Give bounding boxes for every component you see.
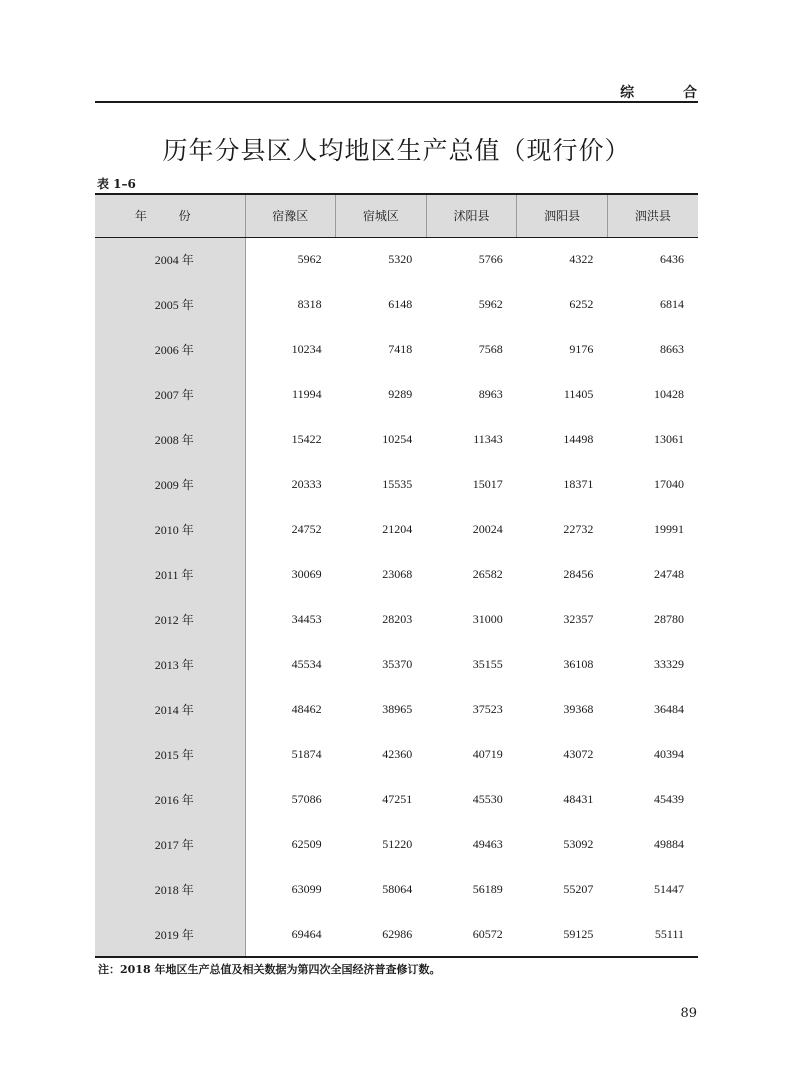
value-cell: 24752 bbox=[291, 522, 322, 536]
value-cell: 51874 bbox=[291, 747, 322, 761]
row-year-cell: 2009 年 bbox=[95, 462, 245, 507]
row-year-cell: 2015 年 bbox=[95, 732, 245, 777]
row-year-cell: 2017 年 bbox=[95, 822, 245, 867]
table-row bbox=[95, 642, 698, 687]
value-cell: 60572 bbox=[426, 912, 517, 957]
value-cell: 69464 bbox=[245, 912, 336, 957]
table-body bbox=[95, 237, 698, 957]
table-header-row bbox=[95, 194, 698, 237]
value-cell: 10254 bbox=[382, 432, 413, 446]
value-cell: 32357 bbox=[563, 612, 594, 626]
value-cell: 8318 bbox=[297, 297, 322, 311]
row-year-cell: 2011 年 bbox=[95, 552, 245, 597]
table-code: 表 1–6 bbox=[97, 177, 136, 191]
value-cell: 28456 bbox=[563, 567, 594, 581]
value-cell: 38965 bbox=[382, 702, 413, 716]
value-cell: 39368 bbox=[563, 702, 594, 716]
value-cell: 8663 bbox=[660, 342, 684, 356]
value-cell: 5962 bbox=[297, 252, 322, 267]
value-cell: 13061 bbox=[654, 432, 684, 446]
value-cell: 26582 bbox=[472, 567, 503, 581]
value-cell: 34453 bbox=[291, 612, 322, 626]
value-cell: 23068 bbox=[382, 567, 413, 581]
section-label: 综 合 bbox=[620, 85, 719, 101]
value-cell: 36108 bbox=[563, 657, 594, 671]
value-cell: 45534 bbox=[291, 657, 322, 671]
value-cell: 22732 bbox=[563, 522, 594, 536]
value-cell: 42360 bbox=[382, 747, 413, 761]
value-cell: 40394 bbox=[654, 747, 684, 761]
value-cell: 55207 bbox=[563, 882, 594, 896]
value-cell: 62509 bbox=[291, 837, 322, 851]
value-cell: 24748 bbox=[654, 567, 684, 581]
row-year-cell: 2013 年 bbox=[95, 642, 245, 687]
page-number: 89 bbox=[680, 1006, 697, 1021]
row-year-cell: 2006 年 bbox=[95, 327, 245, 372]
value-cell: 35370 bbox=[382, 657, 413, 671]
value-cell: 6252 bbox=[569, 297, 594, 311]
value-cell: 20333 bbox=[291, 477, 322, 491]
value-cell: 51220 bbox=[382, 837, 413, 851]
value-cell: 37523 bbox=[472, 702, 503, 716]
value-cell: 10428 bbox=[654, 387, 684, 401]
table-row bbox=[95, 732, 698, 777]
row-year-cell: 2007 年 bbox=[95, 372, 245, 417]
value-cell: 63099 bbox=[291, 882, 322, 896]
column-header-siyang: 泗阳县 bbox=[517, 194, 608, 237]
value-cell: 55111 bbox=[607, 912, 698, 957]
value-cell: 19991 bbox=[654, 522, 684, 536]
table-row bbox=[95, 867, 698, 912]
value-cell: 17040 bbox=[654, 477, 684, 491]
value-cell: 14498 bbox=[563, 432, 594, 446]
value-cell: 6148 bbox=[388, 297, 413, 311]
value-cell: 7418 bbox=[388, 342, 413, 356]
value-cell: 5962 bbox=[478, 297, 503, 311]
row-year-cell: 2018 年 bbox=[95, 867, 245, 912]
value-cell: 53092 bbox=[563, 837, 594, 851]
row-year-cell: 2019 年 bbox=[95, 912, 245, 957]
table-row bbox=[95, 417, 698, 462]
value-cell: 45530 bbox=[472, 792, 503, 806]
value-cell: 9176 bbox=[569, 342, 594, 356]
table-row bbox=[95, 912, 698, 957]
value-cell: 56189 bbox=[472, 882, 503, 896]
value-cell: 45439 bbox=[654, 792, 684, 806]
table-row bbox=[95, 687, 698, 732]
footnote: 注：2018 年地区生产总值及相关数据为第四次全国经济普查修订数。 bbox=[98, 963, 441, 976]
table-row bbox=[95, 372, 698, 417]
value-cell: 5766 bbox=[478, 252, 503, 267]
value-cell: 6814 bbox=[660, 297, 684, 311]
table-row bbox=[95, 237, 698, 282]
value-cell: 10234 bbox=[291, 342, 322, 356]
row-year-cell: 2008 年 bbox=[95, 417, 245, 462]
value-cell: 28780 bbox=[654, 612, 684, 626]
value-cell: 15422 bbox=[291, 432, 322, 446]
page-title: 历年分县区人均地区生产总值（现行价） bbox=[162, 136, 631, 165]
value-cell: 51447 bbox=[654, 882, 684, 896]
column-header-sihong: 泗洪县 bbox=[607, 194, 698, 237]
value-cell: 15017 bbox=[472, 477, 503, 491]
column-header-suyu: 宿豫区 bbox=[245, 194, 336, 237]
header-rule bbox=[95, 101, 698, 103]
table-row bbox=[95, 777, 698, 822]
value-cell: 4322 bbox=[569, 252, 594, 267]
column-header-shuyang: 沭阳县 bbox=[426, 194, 517, 237]
value-cell: 5320 bbox=[388, 252, 413, 267]
value-cell: 15535 bbox=[382, 477, 413, 491]
value-cell: 18371 bbox=[563, 477, 594, 491]
table-row bbox=[95, 597, 698, 642]
value-cell: 49884 bbox=[654, 837, 684, 851]
table-row bbox=[95, 552, 698, 597]
value-cell: 21204 bbox=[382, 522, 413, 536]
value-cell: 40719 bbox=[472, 747, 503, 761]
table-row bbox=[95, 327, 698, 372]
data-table bbox=[95, 193, 698, 958]
column-header-sucheng: 宿城区 bbox=[336, 194, 427, 237]
row-year-cell: 2010 年 bbox=[95, 507, 245, 552]
value-cell: 48462 bbox=[291, 702, 322, 716]
value-cell: 9289 bbox=[388, 387, 413, 401]
value-cell: 36484 bbox=[654, 702, 684, 716]
value-cell: 48431 bbox=[563, 792, 594, 806]
table-row bbox=[95, 822, 698, 867]
value-cell: 11405 bbox=[563, 387, 594, 401]
value-cell: 57086 bbox=[291, 792, 322, 806]
value-cell: 7568 bbox=[478, 342, 503, 356]
value-cell: 35155 bbox=[472, 657, 503, 671]
table-row bbox=[95, 462, 698, 507]
value-cell: 30069 bbox=[291, 567, 322, 581]
value-cell: 28203 bbox=[382, 612, 413, 626]
value-cell: 47251 bbox=[382, 792, 413, 806]
value-cell: 59125 bbox=[517, 912, 608, 957]
value-cell: 11343 bbox=[473, 432, 503, 446]
row-year-cell: 2004 年 bbox=[95, 237, 245, 282]
value-cell: 62986 bbox=[336, 912, 427, 957]
column-header-year: 年 份 bbox=[95, 194, 245, 237]
value-cell: 8963 bbox=[478, 387, 503, 401]
value-cell: 49463 bbox=[472, 837, 503, 851]
table-row bbox=[95, 507, 698, 552]
row-year-cell: 2016 年 bbox=[95, 777, 245, 822]
row-year-cell: 2005 年 bbox=[95, 282, 245, 327]
row-year-cell: 2012 年 bbox=[95, 597, 245, 642]
value-cell: 11994 bbox=[292, 387, 322, 401]
table-row bbox=[95, 282, 698, 327]
row-year-cell: 2014 年 bbox=[95, 687, 245, 732]
value-cell: 43072 bbox=[563, 747, 594, 761]
value-cell: 31000 bbox=[472, 612, 503, 626]
value-cell: 20024 bbox=[472, 522, 503, 536]
value-cell: 33329 bbox=[654, 657, 684, 671]
value-cell: 6436 bbox=[660, 252, 684, 267]
value-cell: 58064 bbox=[382, 882, 413, 896]
